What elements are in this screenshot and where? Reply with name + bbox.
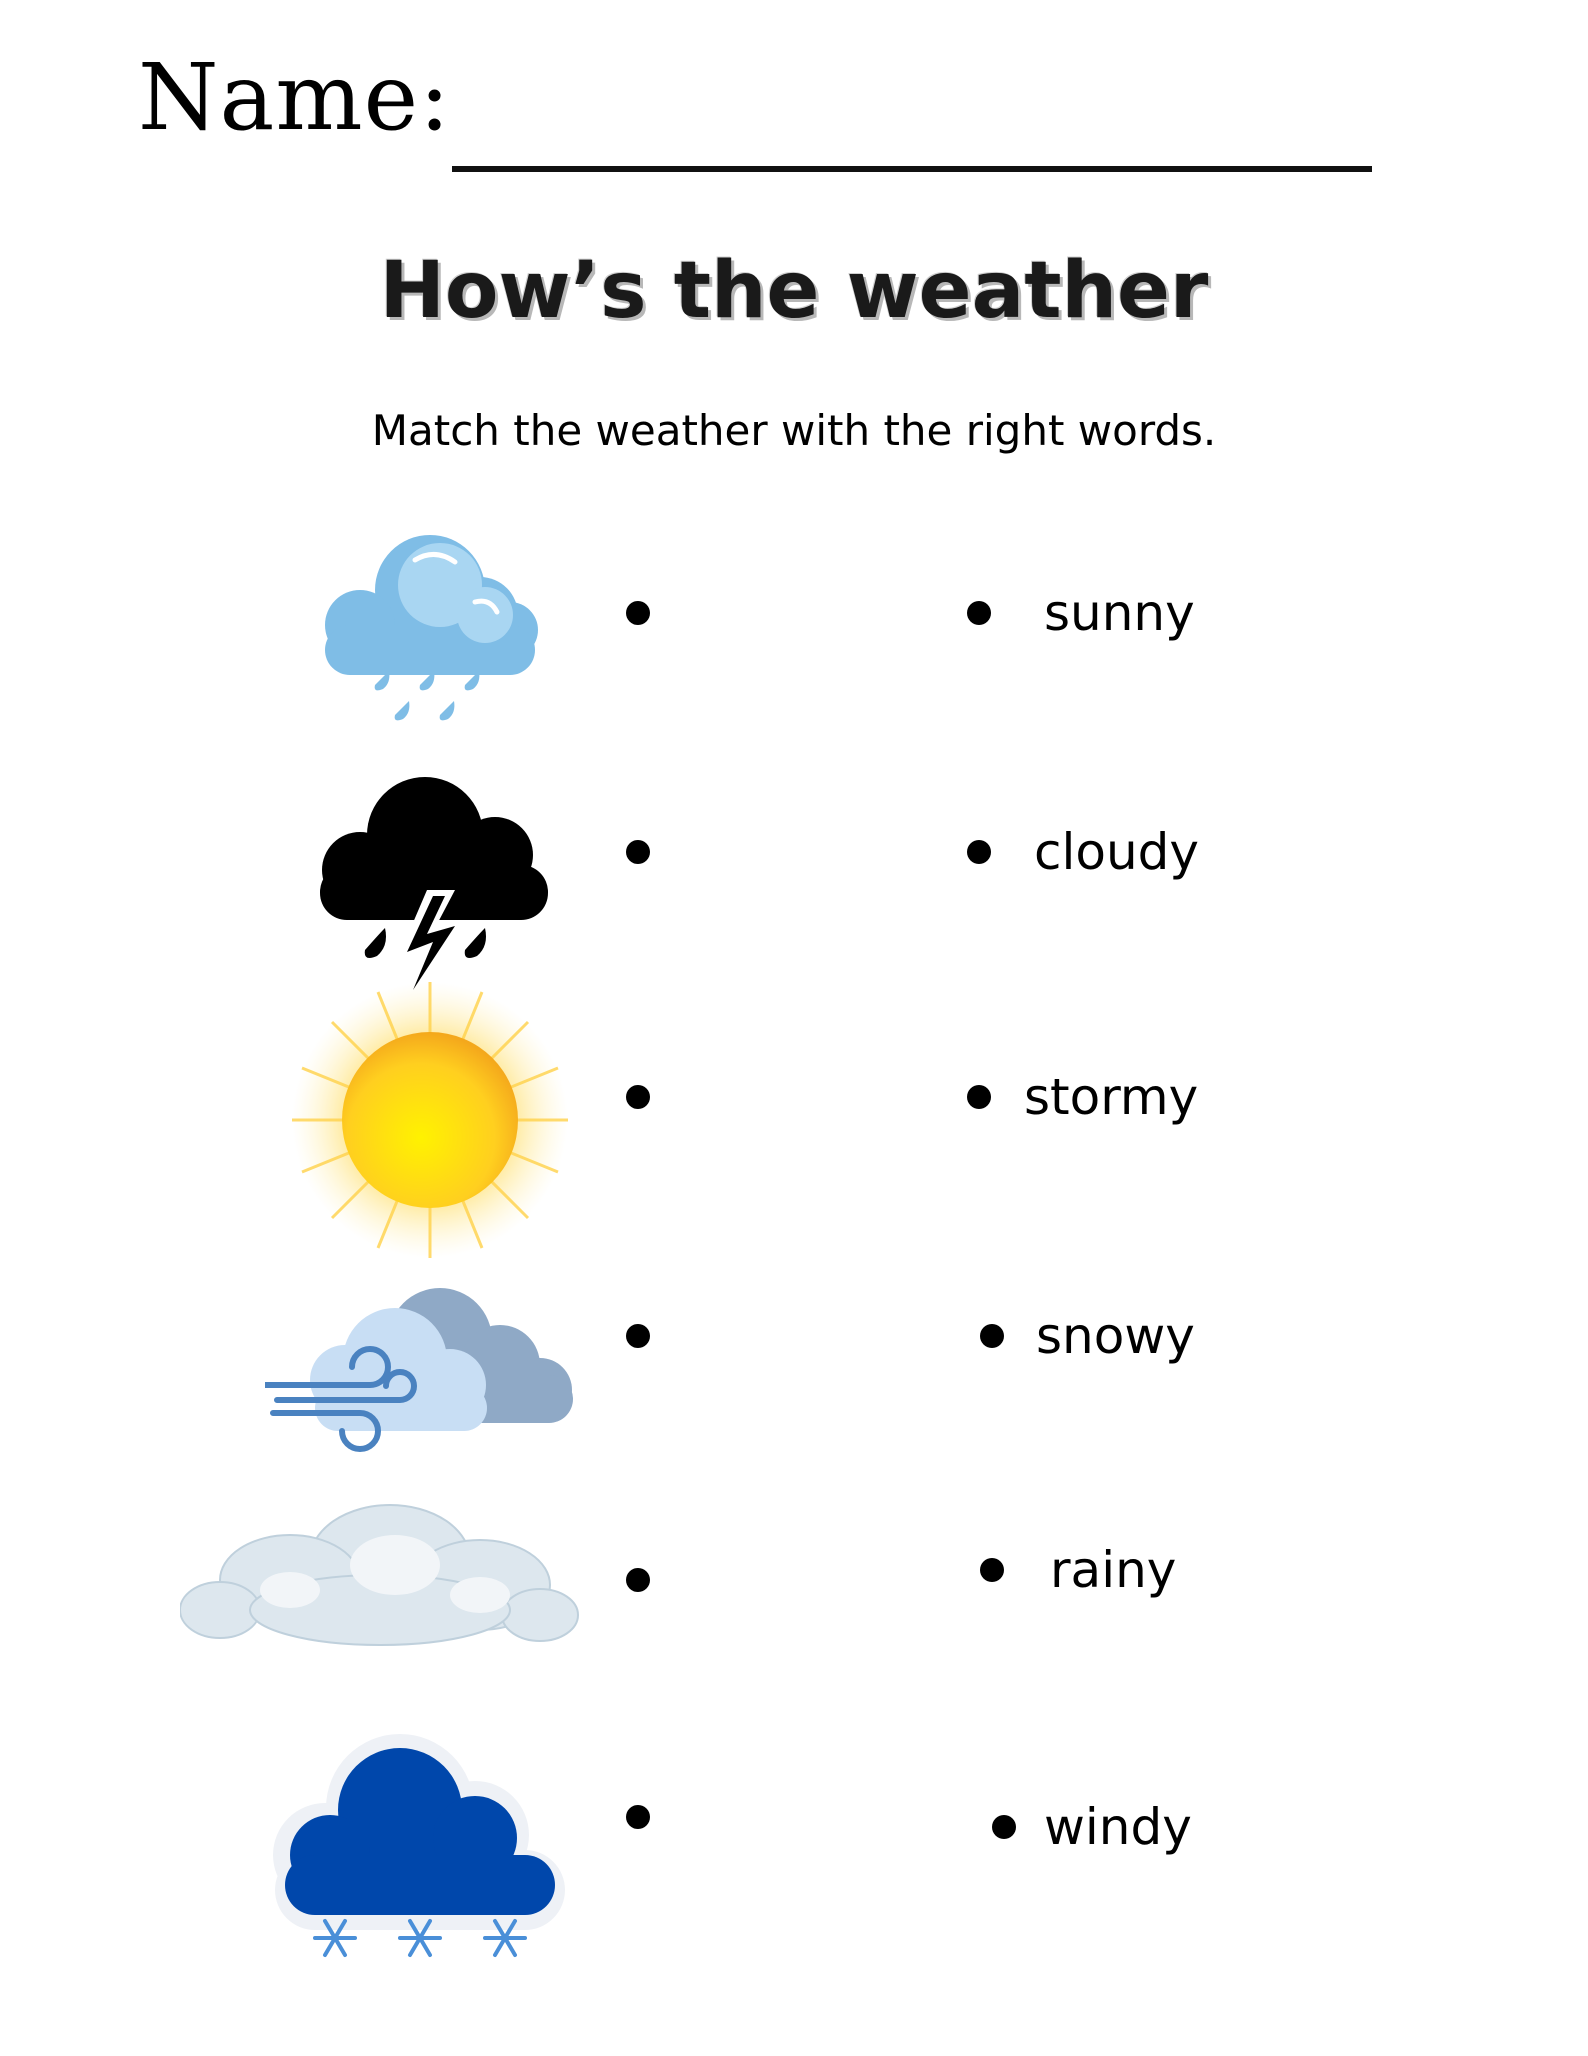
word-windy: windy bbox=[1044, 1798, 1192, 1856]
rain-cloud-icon bbox=[315, 530, 545, 730]
picture-match-dot[interactable] bbox=[626, 1568, 650, 1592]
thunderstorm-icon bbox=[315, 770, 555, 1000]
name-label: Name: bbox=[138, 44, 452, 151]
word-stormy: stormy bbox=[1024, 1068, 1199, 1126]
word-match-dot[interactable] bbox=[967, 840, 991, 864]
fluffy-cloud-icon bbox=[180, 1500, 580, 1650]
picture-match-dot[interactable] bbox=[626, 1085, 650, 1109]
sun-icon bbox=[290, 980, 570, 1260]
name-answer-line[interactable] bbox=[452, 166, 1372, 172]
picture-match-dot[interactable] bbox=[626, 1805, 650, 1829]
word-rainy: rainy bbox=[1050, 1541, 1177, 1599]
picture-match-dot[interactable] bbox=[626, 840, 650, 864]
word-match-dot[interactable] bbox=[967, 1085, 991, 1109]
picture-match-dot[interactable] bbox=[626, 601, 650, 625]
word-match-dot[interactable] bbox=[992, 1815, 1016, 1839]
worksheet-title: How’s the weather bbox=[379, 246, 1209, 336]
word-snowy: snowy bbox=[1036, 1307, 1195, 1365]
snow-cloud-icon bbox=[270, 1730, 570, 1970]
wind-cloud-icon bbox=[265, 1285, 585, 1455]
word-sunny: sunny bbox=[1044, 584, 1195, 642]
word-match-dot[interactable] bbox=[980, 1558, 1004, 1582]
picture-match-dot[interactable] bbox=[626, 1324, 650, 1348]
word-match-dot[interactable] bbox=[980, 1324, 1004, 1348]
instructions: Match the weather with the right words. bbox=[371, 406, 1217, 455]
word-match-dot[interactable] bbox=[967, 601, 991, 625]
word-cloudy: cloudy bbox=[1034, 823, 1199, 881]
